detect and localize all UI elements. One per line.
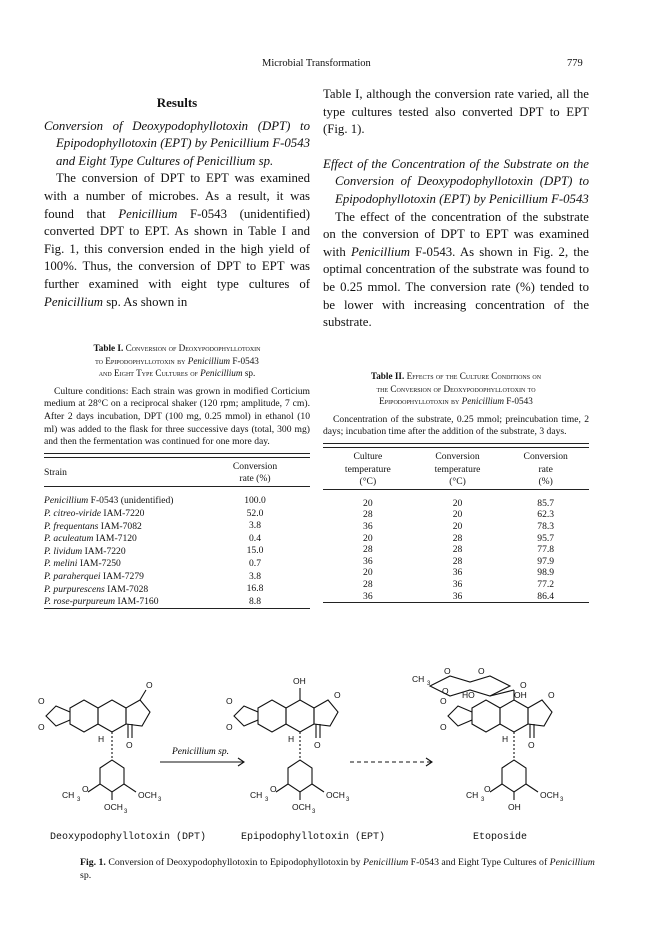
svg-text:3: 3 (427, 681, 431, 687)
svg-text:3: 3 (312, 809, 316, 815)
table2-title: Table II. Effects of the Culture Conditions on the Conversion of Deoxypodophyllotoxin to Epipodophyllotoxin by Penicillium F-0543 (370, 371, 542, 407)
svg-text:O: O (38, 722, 45, 732)
svg-text:3: 3 (158, 797, 162, 803)
compound-name-dpt: Deoxypodophyllotoxin (DPT) (50, 832, 207, 843)
svg-text:O: O (442, 686, 449, 696)
ept-structure (234, 688, 338, 800)
svg-text:O: O (126, 740, 133, 750)
svg-text:HO: HO (462, 690, 475, 700)
svg-text:OH: OH (514, 690, 527, 700)
results-heading: Results (156, 95, 198, 110)
table2-row: 36 36 86.4 (363, 590, 555, 602)
svg-text:O: O (444, 668, 451, 676)
svg-text:CH: CH (466, 790, 479, 800)
svg-text:OCH: OCH (292, 802, 311, 812)
arrow-label: Penicillium sp. (172, 747, 229, 757)
svg-text:O: O (82, 784, 89, 794)
svg-text:O: O (270, 784, 277, 794)
paragraph-2: The effect of the concentration of the substrate on the conversion of DPT to EPT was examined with Penicillium F-0543. As shown in Fig. 2, the optimal concentration of the substrate was found to be 0.25 mmol. The conversion rate (%) tended to be lower with increasing concentration of the substrate. (323, 209, 589, 330)
table1-row: P. paraherquei IAM-7279 3.8 (44, 570, 261, 582)
running-title: Microbial Transformation (262, 58, 371, 69)
table2: Culture Conversion Conversion temperature temperature rate (°C) (°C) (%) 20 20 85.7 28 20 62.3 36 20 78.3 20 28 95.7 28 28 77.8 36 28 97.9 20 36 98.9 28 36 77.2 36 36 86.4 (323, 443, 589, 605)
svg-text:CH: CH (412, 674, 425, 684)
table1-title: Table I. Conversion of Deoxypodophyllotoxin to Epipodophyllotoxin by Penicillium F-0543 and Eight Type Cultures of Penicillium sp. (93, 343, 261, 379)
table2-row: 20 28 95.7 (363, 532, 555, 544)
table1-row: P. citreo-viride IAM-7220 52.0 (44, 507, 264, 520)
svg-text:OCH: OCH (326, 790, 345, 800)
table1-row: P. melini IAM-7250 0.7 (44, 557, 261, 570)
svg-text:H: H (98, 734, 105, 744)
table1 (44, 453, 310, 612)
svg-text:3: 3 (560, 797, 564, 803)
svg-text:O: O (440, 722, 447, 732)
svg-text:O: O (548, 690, 555, 700)
table2-row: 20 36 98.9 (363, 567, 555, 579)
svg-text:OH: OH (293, 676, 306, 686)
table2-row: 20 20 85.7 (363, 497, 555, 509)
svg-text:O: O (38, 696, 45, 706)
svg-text:OCH: OCH (540, 790, 559, 800)
compound-name-ept: Epipodophyllotoxin (EPT) (241, 832, 386, 843)
subsection-heading-2: Effect of the Concentration of the Substrate on the Conversion of Deoxypodophyllotoxin (DPT) to Epipodophyllotoxin (EPT) by Penicillium F-0543 (323, 156, 589, 206)
svg-text:O: O (520, 680, 527, 690)
svg-text:O: O (314, 740, 321, 750)
table1-row: P. lividum IAM-7220 15.0 (44, 545, 264, 557)
table1-row: P. rose-purpureum IAM-7160 8.8 (44, 595, 261, 608)
figure-1-schemes (0, 668, 657, 838)
svg-text:O: O (478, 668, 485, 676)
right-column (323, 86, 589, 332)
table2-row: 36 28 97.9 (363, 555, 555, 567)
svg-text:OCH: OCH (138, 790, 157, 800)
svg-text:O: O (484, 784, 491, 794)
svg-text:H: H (288, 734, 295, 744)
svg-text:O: O (146, 680, 153, 690)
svg-text:O: O (440, 696, 447, 706)
svg-text:3: 3 (265, 797, 269, 803)
paragraph-continued: Table I, although the conversion rate varied, all the type cultures tested also converted DPT to EPT (Fig. 1). (323, 87, 589, 137)
table1-note: Culture conditions: Each strain was grown in modified Corticium medium at 28°C on a reciprocal shaker (120 rpm; amplitude, 7 cm). After 2 days incubation, DPT (100 mg, 0.25 mmol) in ethanol (10 ml) was added to the flask for three successive days (total, 300 mg) and then the fermentation was continued for one more day. (44, 385, 310, 448)
left-column (44, 86, 310, 311)
table2-note: Concentration of the substrate, 0.25 mmol; preincubation time, 2 days; incubation time after the addition of the substrate, 3 days. (323, 413, 589, 438)
svg-text:O: O (334, 690, 341, 700)
table1-block (44, 342, 310, 611)
svg-text:O: O (528, 740, 535, 750)
dpt-structure (46, 690, 150, 800)
table2-row: 28 36 77.2 (363, 578, 555, 590)
svg-text:OH: OH (508, 802, 521, 812)
table2-block (323, 370, 589, 605)
svg-text:OCH: OCH (104, 802, 123, 812)
figure-1-caption: Fig. 1. Conversion of Deoxypodophyllotoxin to Epipodophyllotoxin by Penicillium F-0543 and Eight Type Cultures of Penicillium sp. (80, 857, 595, 881)
page-number: 779 (567, 58, 583, 69)
table1-col-rate: Conversion rate (%) (232, 460, 278, 485)
table2-row: 28 28 77.8 (363, 544, 555, 556)
svg-text:3: 3 (124, 809, 128, 815)
table1-row: P. aculeatum IAM-7120 0.4 (44, 532, 261, 545)
svg-text:H: H (502, 734, 509, 744)
table2-row: 36 20 78.3 (363, 520, 555, 532)
table2-row: 28 20 62.3 (363, 509, 555, 521)
table1-row: Penicillium F-0543 (unidentified) 100.0 (44, 494, 266, 507)
svg-text:3: 3 (481, 797, 485, 803)
svg-text:O: O (226, 722, 233, 732)
svg-text:3: 3 (346, 797, 350, 803)
table1-row: P. purpurescens IAM-7028 16.8 (44, 583, 264, 595)
svg-text:CH: CH (62, 790, 75, 800)
table1-col-strain: Strain (44, 467, 67, 479)
subsection-heading-1: Conversion of Deoxypodophyllotoxin (DPT) to Epipodophyllotoxin (EPT) by Penicillium F-0543 and Eight Type Cultures of Penicillium sp. (44, 118, 311, 168)
svg-text:O: O (226, 696, 233, 706)
svg-text:3: 3 (77, 797, 81, 803)
compound-name-etoposide: Etoposide (473, 832, 528, 843)
svg-text:CH: CH (250, 790, 263, 800)
table1-row: P. frequentans IAM-7082 3.8 (44, 520, 261, 532)
paragraph-1: The conversion of DPT to EPT was examined with a number of microbes. As a result, it was found that Penicillium F-0543 (unidentified) converted DPT to EPT. As shown in Table I and Fig. 1, this conversion ended in the high yield of 100%. Thus, the conversion of DPT to EPT was further examined with eight type cultures of Penicillium sp. As shown in (44, 171, 310, 309)
